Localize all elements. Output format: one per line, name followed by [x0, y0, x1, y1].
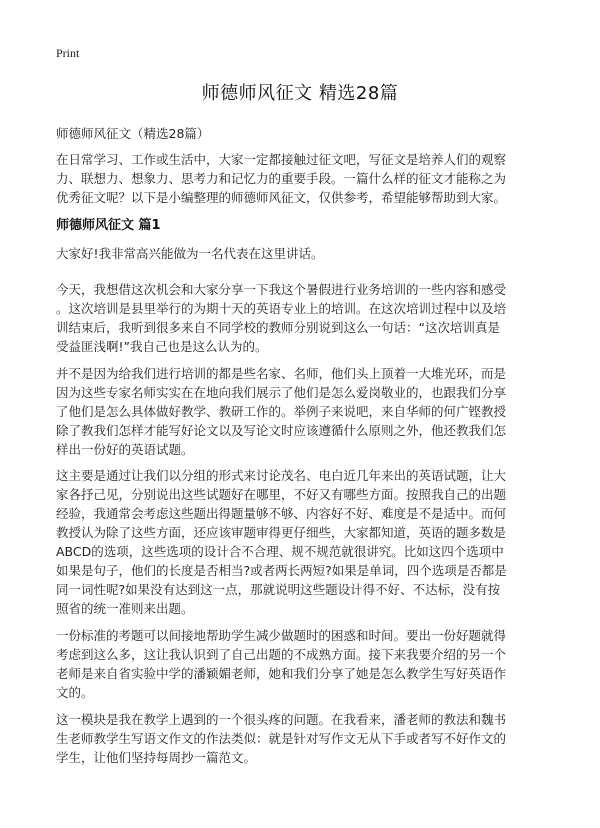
paragraph-line: 生老师教学生写语文作文的作法类似：就是针对写作文无从下手或者写不好作文的: [56, 731, 507, 746]
paragraph-line: 考虑到这么多，这让我认识到了自己出题的不成熟方面。接下来我要介绍的另一个: [56, 647, 507, 662]
paragraph-line: 。这次培训是县里举行的为期十天的英语专业上的培训。在这次培训过程中以及培: [56, 301, 507, 316]
paragraph-line: 这主要是通过让我们以分组的形式来讨论茂名、电白近几年来出的英语试题，让大: [56, 468, 507, 483]
paragraph-line: 因为这些专家名师实实在在地向我们展示了他们是怎么爱岗敬业的，也跟我们分享: [56, 385, 507, 400]
paragraph-line: 经验，我通常会考虑这些题出得题量够不够、内容好不好、难度是不是适中。而何: [56, 506, 507, 521]
paragraph-experts: [56, 364, 552, 459]
paragraph-line: 并不是因为给我们进行培训的都是些名家、名师，他们头上顶着一大堆光环，而是: [56, 366, 507, 381]
paragraph-training: [56, 280, 552, 356]
intro-line: 在日常学习、工作或生活中，大家一定都接触过征文吧，写征文是培养人们的观察: [56, 152, 507, 167]
paragraph-line: 同一词性呢?如果没有达到这一点，那就说明这些题设计得不好、不达标，没有按: [56, 582, 501, 597]
paragraph-discussion: [56, 466, 552, 618]
paragraph-line: 家各抒己见，分别说出这些试题好在哪里，不好又有哪些方面。按照我自己的出题: [56, 487, 507, 502]
paragraph-line: 文的。: [56, 685, 94, 700]
paragraph-writing-module: [56, 710, 552, 767]
paragraph-line: 一份标准的考题可以间接地帮助学生减少做题时的困惑和时间。要出一份好题就得: [56, 628, 507, 643]
paragraph-line: 学生，让他们坚持每周抄一篇范文。: [56, 750, 257, 765]
paragraph-line: 受益匪浅啊!”我自己也是这么认为的。: [56, 339, 268, 354]
intro-paragraph: [56, 150, 552, 207]
print-link[interactable]: Print: [56, 46, 80, 60]
paragraph-line: 训结束后，我听到很多来自不同学校的教师分别说到这么一句话：“这次培训真是: [56, 320, 500, 335]
paragraph-line: 照省的统一准则来出题。: [56, 601, 194, 616]
intro-line: 力、联想力、想象力、思考力和记忆力的重要手段。一篇什么样的征文才能称之为: [56, 171, 507, 186]
paragraph-line: 如果是句子，他们的长度是否相当?或者两长两短?如果是单词，四个选项是否都是: [56, 563, 507, 578]
paragraph-line: 除了教我们怎样才能写好论文以及写论文时应该遵循什么原则之外，他还教我们怎: [56, 423, 507, 438]
paragraph-line: 了他们是怎么具体做好教学、教研工作的。举例子来说吧，来自华师的何广铿教授: [56, 404, 507, 419]
paragraph-standard-exam: [56, 626, 552, 702]
paragraph-line: ABCD的选项，这些选项的设计合不合理、规不规范就很讲究。比如这四个选项中: [56, 544, 504, 559]
paragraph-line: 这一模块是我在教学上遇到的一个很头疼的问题。在我看来，潘老师的教法和魏书: [56, 712, 507, 727]
section-heading: 师德师风征文 篇1: [56, 218, 161, 233]
article-subtitle: 师德师风征文（精选28篇）: [56, 126, 210, 141]
paragraph-line: 教授认为除了这些方面，还应该审题审得更仔细些，大家都知道，英语的题多数是: [56, 525, 507, 540]
paragraph-line: 今天，我想借这次机会和大家分享一下我这个暑假进行业务培训的一些内容和感受: [56, 282, 507, 297]
paragraph-line: 大家好!我非常高兴能做为一名代表在这里讲话。: [56, 246, 324, 261]
paragraph-line: 老师是来自省实验中学的潘颖媚老师，她和我们分享了她是怎么教学生写好英语作: [56, 666, 507, 681]
paragraph-line: 样出一份好的英语试题。: [56, 442, 194, 457]
page-title: 师德师风征文 精选28篇: [201, 83, 399, 104]
paragraph-greeting: [56, 244, 552, 263]
intro-line: 优秀征文呢？以下是小编整理的师德师风征文，仅供参考，希望能够帮助到大家。: [56, 190, 507, 205]
